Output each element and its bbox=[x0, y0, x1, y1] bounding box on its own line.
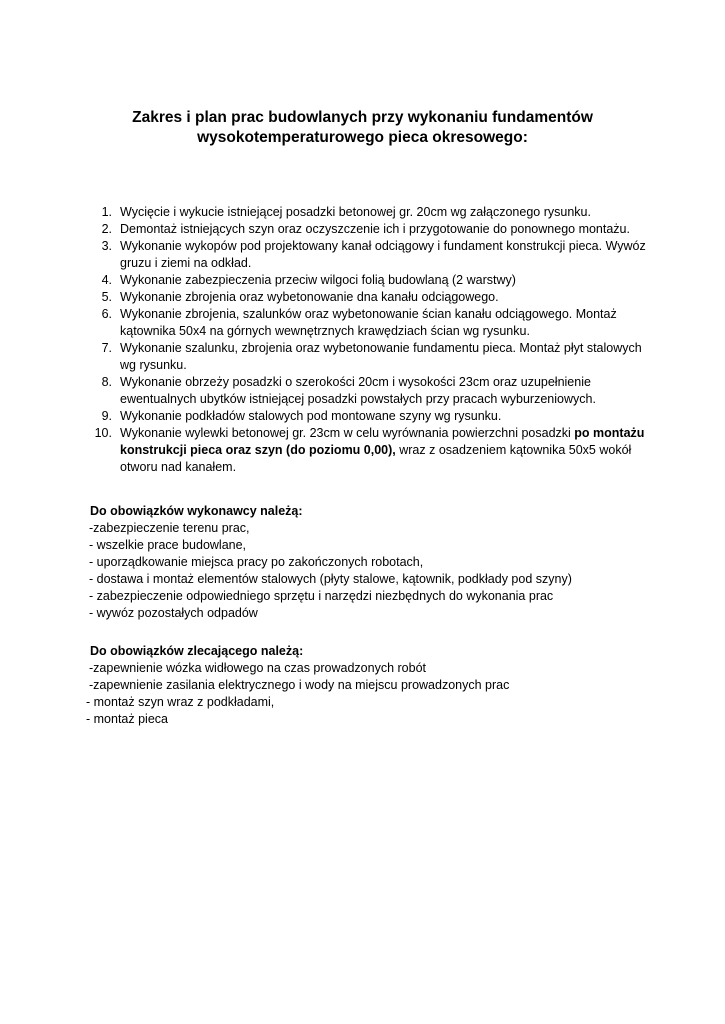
obligation-item: -zapewnienie wózka widłowego na czas prowadzonych robót bbox=[89, 661, 426, 675]
obligation-item: -zapewnienie zasilania elektrycznego i wody na miejscu prowadzonych prac bbox=[89, 678, 510, 692]
obligation-item: - wywóz pozostałych odpadów bbox=[89, 606, 258, 620]
list-item bbox=[88, 408, 648, 425]
list-text bbox=[112, 425, 648, 476]
list-number: 3. bbox=[101, 239, 112, 253]
section-heading: Do obowiązków wykonawcy należą: bbox=[90, 504, 303, 518]
list-number: 8. bbox=[101, 375, 112, 389]
list-text-bold: po montażu konstrukcji pieca oraz szyn (do poziomu 0,00), bbox=[120, 426, 645, 457]
list-number: 10. bbox=[94, 426, 112, 440]
title-line-1: Zakres i plan prac budowlanych przy wykonaniu fundamentów bbox=[132, 109, 593, 126]
obligation-item: - montaż szyn wraz z podkładami, bbox=[86, 695, 275, 709]
obligation-item: - wszelkie prace budowlane, bbox=[89, 538, 247, 552]
list-item bbox=[88, 374, 648, 408]
list-number: 4. bbox=[101, 273, 112, 287]
client-obligations bbox=[86, 643, 646, 728]
list-number: 5. bbox=[101, 290, 112, 304]
list-number: 1. bbox=[101, 205, 112, 219]
list-item bbox=[88, 425, 648, 476]
list-text: Wykonanie podkładów stalowych pod montowane szyny wg rysunku. bbox=[120, 409, 502, 423]
document-title bbox=[80, 108, 645, 148]
list-item bbox=[88, 340, 648, 374]
obligation-item: - zabezpieczenie odpowiedniego sprzętu i narzędzi niezbędnych do wykonania prac bbox=[89, 589, 554, 603]
obligation-item: - montaż pieca bbox=[86, 712, 168, 726]
list-number: 6. bbox=[101, 307, 112, 321]
list-item bbox=[88, 306, 648, 340]
list-text-part: wraz z osadzeniem kątownika 50x5 wokół otworu nad kanałem. bbox=[120, 443, 632, 474]
list-text: Wykonanie szalunku, zbrojenia oraz wybetonowanie fundamentu pieca. Montaż płyt stalowych wg rysunku. bbox=[120, 341, 642, 372]
list-text: Wycięcie i wykucie istniejącej posadzki betonowej gr. 20cm wg załączonego rysunku. bbox=[120, 205, 591, 219]
list-item bbox=[88, 221, 648, 238]
list-item bbox=[88, 204, 648, 221]
list-text: Wykonanie wykopów pod projektowany kanał odciągowy i fundament konstrukcji pieca. Wywóz gruzu i ziemi na odkład. bbox=[120, 239, 646, 270]
list-item bbox=[88, 272, 648, 289]
task-list bbox=[88, 204, 648, 476]
contractor-obligations bbox=[86, 503, 646, 622]
list-number: 2. bbox=[101, 222, 112, 236]
list-text: Wykonanie zbrojenia oraz wybetonowanie dna kanału odciągowego. bbox=[120, 290, 499, 304]
list-number: 7. bbox=[101, 341, 112, 355]
title-line-2: wysokotemperaturowego pieca okresowego: bbox=[197, 129, 528, 146]
section-heading: Do obowiązków zlecającego należą: bbox=[90, 644, 304, 658]
list-item bbox=[88, 289, 648, 306]
list-text: Wykonanie zabezpieczenia przeciw wilgoci folią budowlaną (2 warstwy) bbox=[120, 273, 516, 287]
list-text: Wykonanie zbrojenia, szalunków oraz wybetonowanie ścian kanału odciągowego. Montaż kątownika 50x4 na górnych wewnętrznych krawędziach ścian wg rysunku. bbox=[120, 307, 617, 338]
list-number: 9. bbox=[101, 409, 112, 423]
list-item bbox=[88, 238, 648, 272]
list-text-part: Wykonanie wylewki betonowej gr. 23cm w celu wyrównania powierzchni posadzki bbox=[120, 426, 575, 440]
list-text: Wykonanie obrzeży posadzki o szerokości 20cm i wysokości 23cm oraz uzupełnienie ewentualnych ubytków istniejącej posadzki powstałych przy pracach wyburzeniowych. bbox=[120, 375, 596, 406]
list-text: Demontaż istniejących szyn oraz oczyszczenie ich i przygotowanie do ponownego montażu. bbox=[120, 222, 630, 236]
obligation-item: - dostawa i montaż elementów stalowych (płyty stalowe, kątownik, podkłady pod szyny) bbox=[89, 572, 572, 586]
obligation-item: -zabezpieczenie terenu prac, bbox=[89, 521, 250, 535]
obligation-item: - uporządkowanie miejsca pracy po zakończonych robotach, bbox=[89, 555, 424, 569]
